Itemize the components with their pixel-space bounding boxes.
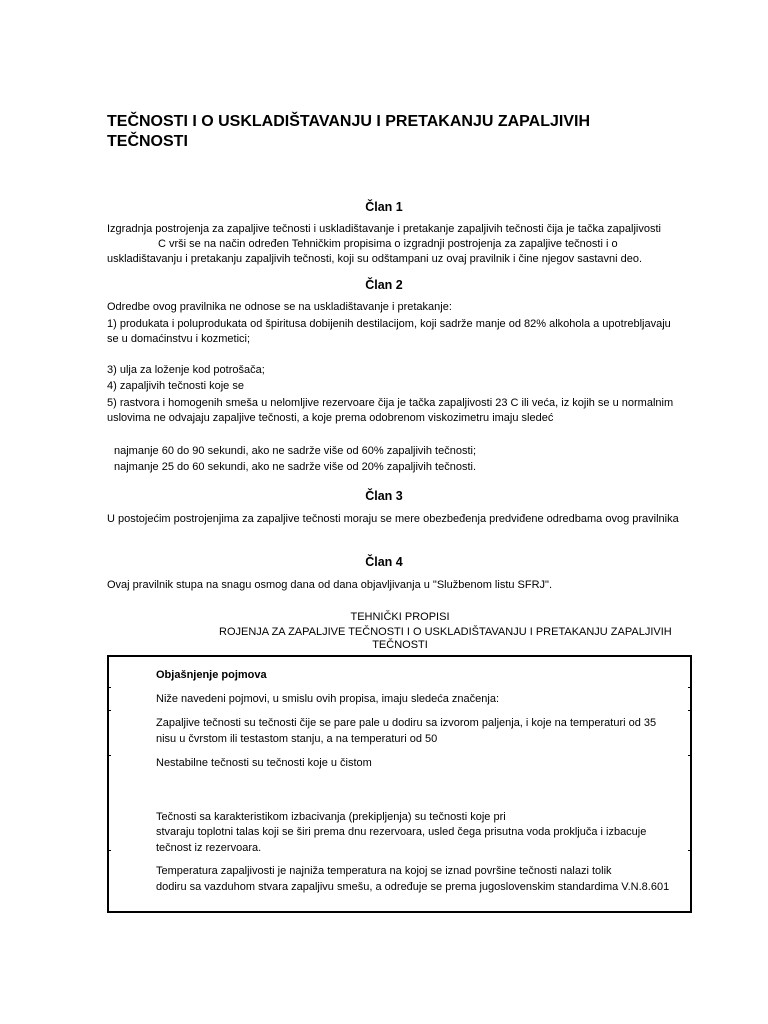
clan-3-text: U postojećim postrojenjima za zapaljive tečnosti moraju se mere obezbeđenja predviđene odredbama ovog pravilnika [107, 513, 679, 525]
clan-2-item-5: 5) rastvora i homogenih smeša u nelomljive rezervoare čija je tačka zapaljivosti 23 C ili veća, iz kojih se u normalnim [107, 397, 674, 409]
box-divider [107, 710, 111, 711]
clan-2-body [107, 300, 707, 430]
def-4-line-2: dodiru sa vazduhom stvara zapaljivu smešu, a određuje se prema jugoslovenskim standardima V.N.8.601 [156, 881, 670, 893]
propisi-line-3: TEČNOSTI [372, 639, 428, 651]
clan-2-heading: Član 2 [365, 278, 403, 292]
clan-4-heading: Član 4 [365, 555, 403, 569]
box-divider [688, 850, 692, 851]
box-intro: Niže navedeni pojmovi, u smislu ovih propisa, imaju sledeća značenja: [156, 693, 500, 705]
propisi-line-2: ROJENJA ZA ZAPALJIVE TEČNOSTI I O USKLADIŠTAVANJU I PRETAKANJU ZAPALJIVIH [219, 626, 672, 638]
document-title [107, 112, 687, 152]
box-heading: Objašnjenje pojmova [156, 669, 267, 681]
clan-1-line-1: Izgradnja postrojenja za zapaljive tečnosti i uskladištavanje i pretakanje zapaljivih tečnosti čija je tačka zapaljivosti [107, 223, 661, 235]
clan-1-heading: Član 1 [365, 200, 403, 214]
box-divider [688, 755, 692, 756]
clan-2-sub-2: najmanje 25 do 60 sekundi, ako ne sadrže više od 20% zapaljivih tečnosti. [114, 461, 477, 473]
propisi-line-1: TEHNIČKI PROPISI [350, 611, 450, 623]
clan-2-item-3: 3) ulja za loženje kod potrošača; [107, 364, 265, 376]
clan-1-line-2: C vrši se na način određen Tehničkim propisima o izgradnji postrojenja za zapaljive tečnosti i o [158, 238, 618, 250]
box-divider [688, 687, 692, 688]
def-4-line-1: Temperatura zapaljivosti je najniža temperatura na kojoj se iznad površine tečnosti nalazi tolik [156, 865, 612, 877]
clan-2-sub-1: najmanje 60 do 90 sekundi, ako ne sadrže više od 60% zapaljivih tečnosti; [114, 445, 477, 457]
clan-2-item-5-cont: uslovima ne odvajaju zapaljive tečnosti, a koje prema odobrenom viskozimetru imaju sledeć [107, 412, 554, 424]
propisi-header [200, 610, 704, 652]
definitions-box [107, 655, 692, 913]
box-divider [107, 755, 111, 756]
box-divider [107, 850, 111, 851]
clan-2-line-3: se u domaćinstvu i kozmetici; [107, 333, 251, 345]
clan-2-line-2: 1) produkata i poluprodukata od špiritusa dobijenih destilacijom, koji sadrže manje od 82% alkohola a upotrebljavaju [107, 318, 671, 330]
clan-1-line-3: uskladištavanju i pretakanju zapaljivih tečnosti, koji su odštampani uz ovaj pravilnik i čine njegov sastavni deo. [107, 253, 643, 265]
clan-3-heading: Član 3 [365, 489, 403, 503]
box-divider [688, 710, 692, 711]
def-1-line-1: Zapaljive tečnosti su tečnosti čije se pare pale u dodiru sa izvorom paljenja, i koje na temperaturi od 35 [156, 717, 657, 729]
clan-1-body [107, 222, 707, 270]
clan-4-text: Ovaj pravilnik stupa na snagu osmog dana od dana objavljivanja u "Službenom listu SFRJ". [107, 579, 553, 591]
title-line-2: TEČNOSTI [107, 133, 188, 150]
clan-2-item-4: 4) zapaljivih tečnosti koje se [107, 380, 244, 392]
def-3-line-1: Tečnosti sa karakteristikom izbacivanja (prekipljenja) su tečnosti koje pri [156, 811, 506, 823]
def-2: Nestabilne tečnosti su tečnosti koje u čistom [156, 757, 372, 769]
def-1-line-2: nisu u čvrstom ili testastom stanju, a na temperaturi od 50 [156, 733, 438, 745]
title-line-1: TEČNOSTI I O USKLADIŠTAVANJU I PRETAKANJU ZAPALJIVIH [107, 113, 590, 130]
box-divider [107, 687, 111, 688]
clan-2-line-1: Odredbe ovog pravilnika ne odnose se na uskladištavanje i pretakanje: [107, 301, 452, 313]
def-3-line-2: stvaraju toplotni talas koji se širi prema dnu rezervoara, usled čega prisutna voda proključa i izbacuje [156, 826, 647, 838]
clan-2-sublist [114, 444, 674, 476]
def-3-line-3: tečnost iz rezervoara. [156, 842, 262, 854]
